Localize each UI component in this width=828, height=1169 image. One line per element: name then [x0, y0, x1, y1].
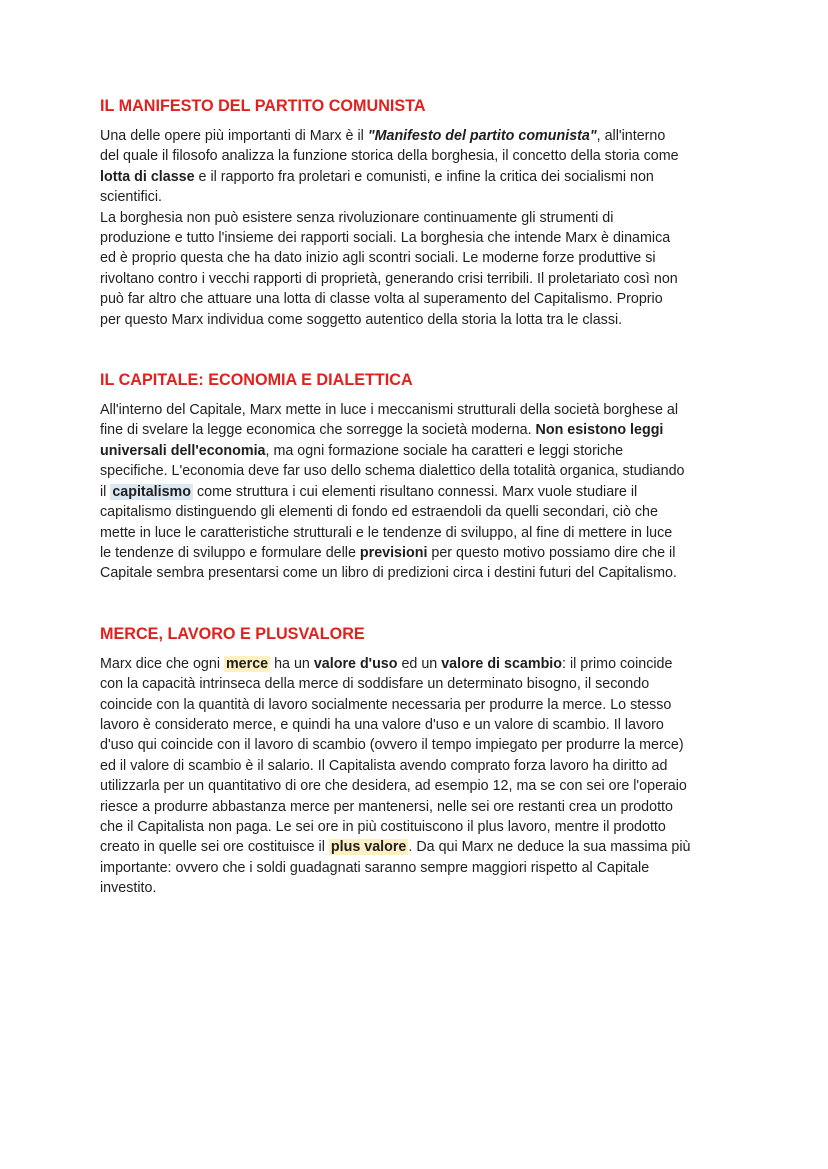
section-heading: IL MANIFESTO DEL PARTITO COMUNISTA	[100, 97, 426, 115]
text-line	[100, 837, 728, 857]
text-line	[100, 126, 728, 146]
text-run: : il primo coincide	[562, 655, 673, 672]
section-paragraph	[100, 654, 728, 899]
text-line: importante: ovvero che i soldi guadagnati saranno sempre maggiori rispetto al Capitale	[100, 859, 650, 876]
bold-term: Non esistono leggi	[535, 422, 664, 439]
bold-term: universali dell'economia	[100, 442, 266, 459]
text-run: , ma ogni formazione sociale ha caratteri e leggi storiche	[265, 442, 624, 459]
text-line: Capitale sembra presentarsi come un libro di predizioni circa i destini futuri del Capitalismo.	[100, 565, 677, 582]
text-line	[100, 167, 728, 187]
text-run: le tendenze di sviluppo e formulare delle	[100, 544, 360, 561]
text-line: produzione e tutto l'insieme dei rapporti sociali. La borghesia che intende Marx è dinamica	[100, 230, 671, 247]
text-line: del quale il filosofo analizza la funzione storica della borghesia, il concetto della storia come	[100, 148, 679, 165]
text-line: mette in luce le caratteristiche strutturali e le tendenze di sviluppo, al fine di mettere in luce	[100, 524, 673, 541]
section-heading: MERCE, LAVORO E PLUSVALORE	[100, 624, 365, 643]
text-line: La borghesia non può esistere senza rivoluzionare continuamente gli strumenti di	[100, 209, 614, 226]
text-line: con la capacità intrinseca della merce di soddisfare un determinato bisogno, il secondo	[100, 676, 650, 693]
text-line: ed è proprio questa che ha dato inizio agli scontri sociali. Le moderne forze produttive si	[100, 250, 656, 267]
text-run: fine di svelare la legge economica che sorregge la società moderna.	[100, 422, 536, 439]
text-run: ha un	[270, 655, 314, 672]
text-line: investito.	[100, 880, 157, 897]
text-run: Una delle opere più importanti di Marx è il	[100, 128, 368, 144]
highlighted-term: plus valore	[330, 839, 407, 856]
section-heading: IL CAPITALE: ECONOMIA E DIALETTICA	[100, 371, 413, 390]
text-line: rivoltano contro i vecchi rapporti di proprietà, generando crisi terribili. Il proletariato così non	[100, 270, 678, 287]
bold-term: valore d'uso	[313, 655, 398, 672]
text-line: All'interno del Capitale, Marx mette in luce i meccanismi strutturali della società borghese al	[100, 402, 679, 419]
text-run: Marx dice che ogni	[100, 655, 224, 672]
emphasis-title: "Manifesto del partito comunista"	[367, 128, 597, 144]
highlighted-term: merce	[225, 655, 269, 672]
text-line: per questo Marx individua come soggetto autentico della storia la lotta tra le classi.	[100, 311, 623, 328]
section-manifesto	[100, 96, 728, 330]
text-line: d'uso qui coincide con il lavoro di scambio (ovvero il tempo impiegato per produrre la merce)	[100, 737, 684, 754]
bold-term: previsioni	[359, 544, 428, 561]
highlighted-term: capitalismo	[112, 483, 191, 500]
text-line: lavoro è considerato merce, e quindi ha una valore d'uso e un valore di scambio. Il lavoro	[100, 716, 664, 733]
text-run: come struttura i cui elementi risultano connessi. Marx vuole studiare il	[193, 483, 638, 500]
bold-term: valore di scambio	[441, 655, 563, 672]
text-line: utilizzarla per un quantitativo di ore che desidera, ad esempio 12, ma se con sei ore l'operaio	[100, 778, 687, 795]
section-capitale	[100, 370, 728, 584]
bold-term: lotta di classe	[100, 168, 195, 185]
text-line: scientifici.	[100, 189, 162, 206]
text-line: che il Capitalista non paga. Le sei ore in più costituiscono il plus lavoro, mentre il prodotto	[100, 818, 666, 835]
section-paragraph	[100, 400, 728, 584]
text-run: il	[100, 483, 111, 500]
text-run: per questo motivo possiamo dire che il	[427, 544, 676, 561]
text-line: coincide con la quantità di lavoro socialmente necessaria per produrre la merce. Lo stesso	[100, 696, 672, 713]
text-line: specifiche. L'economia deve far uso dello schema dialettico della totalità organica, studiando	[100, 463, 685, 480]
text-line	[100, 482, 728, 502]
text-run: creato in quelle sei ore costituisce il	[100, 839, 329, 856]
text-run: ed un	[397, 655, 442, 672]
text-run: , all'interno	[596, 128, 666, 144]
text-line	[100, 420, 728, 440]
text-run: . Da qui Marx ne deduce la sua massima più	[408, 839, 691, 856]
section-merce	[100, 624, 728, 899]
text-line: capitalismo distinguendo gli elementi di fondo ed estraendoli da quelli secondari, ciò che	[100, 504, 658, 521]
text-line	[100, 441, 728, 461]
text-line: può far altro che attuare una lotta di classe volta al superamento del Capitalismo. Proprio	[100, 291, 663, 308]
text-line: ed il valore di scambio è il salario. Il Capitalista avendo comprato forza lavoro ha diritto ad	[100, 757, 668, 774]
text-line: riesce a produrre abbastanza merce per mantenersi, nelle sei ore restanti crea un prodotto	[100, 798, 673, 815]
text-run: e il rapporto fra proletari e comunisti, e infine la critica dei socialismi non	[194, 168, 654, 185]
text-line	[100, 543, 728, 563]
section-paragraph	[100, 126, 728, 330]
text-line	[100, 654, 728, 674]
